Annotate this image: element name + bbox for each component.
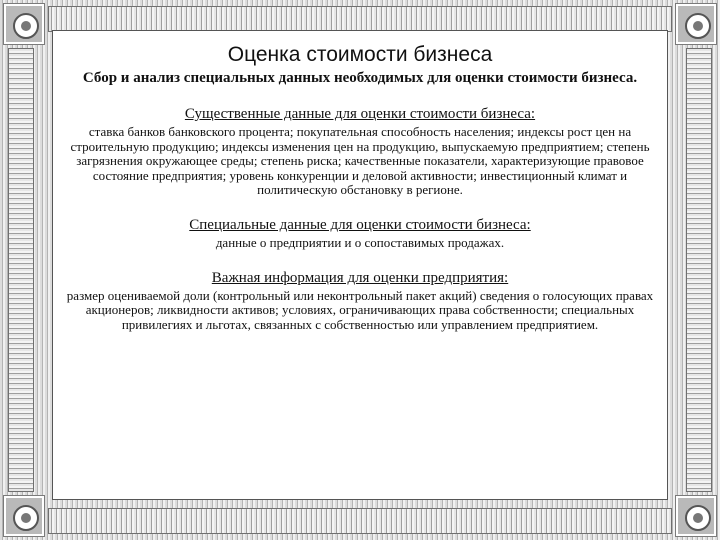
slide-title: Оценка стоимости бизнеса — [227, 43, 493, 66]
corner-ornament-top-left-icon — [4, 4, 44, 44]
corner-ornament-bottom-right-icon — [676, 496, 716, 536]
slide-content — [58, 32, 662, 462]
corner-ornament-bottom-left-icon — [4, 496, 44, 536]
top-frame-bar — [48, 6, 672, 32]
section-heading-essential-data: Существенные данные для оценки стоимости бизнеса: — [184, 106, 536, 122]
corner-ornament-top-right-icon — [676, 4, 716, 44]
section-body-essential-data: ставка банков банковского процента; покупательная способность населения; индексы рост цен на строительную продукцию; индексы изменения цен на продукцию, выпускаемую предприятием; степень загрязнения окружающее среды; степень риска; качественные показатели, характеризующие правовое состояние предприятия; уровень конкуренции и деловой активности; инвестиционный климат и политическую обстановку в регионе. — [70, 124, 650, 198]
section-heading-important-info: Важная информация для оценки предприятия: — [211, 269, 509, 286]
section-body-important-info: размер оцениваемой доли (контрольный или неконтрольный пакет акций) сведения о голосующих правах акционеров; ликвидности активов; условиях, ограничивающих права собственности; специальных привилегиях и льготах, связанных с собственностью или управлением предприятием. — [66, 287, 654, 332]
section-heading-special-data: Специальные данные для оценки стоимости бизнеса: — [189, 216, 531, 233]
bottom-frame-bar — [48, 508, 672, 534]
section-body-special-data: данные о предприятии и о сопоставимых продажах. — [215, 234, 505, 250]
left-frame-bar — [8, 48, 34, 492]
slide-subtitle: Сбор и анализ специальных данных необходимых для оценки стоимости бизнеса. — [82, 70, 638, 86]
right-frame-bar — [686, 48, 712, 492]
